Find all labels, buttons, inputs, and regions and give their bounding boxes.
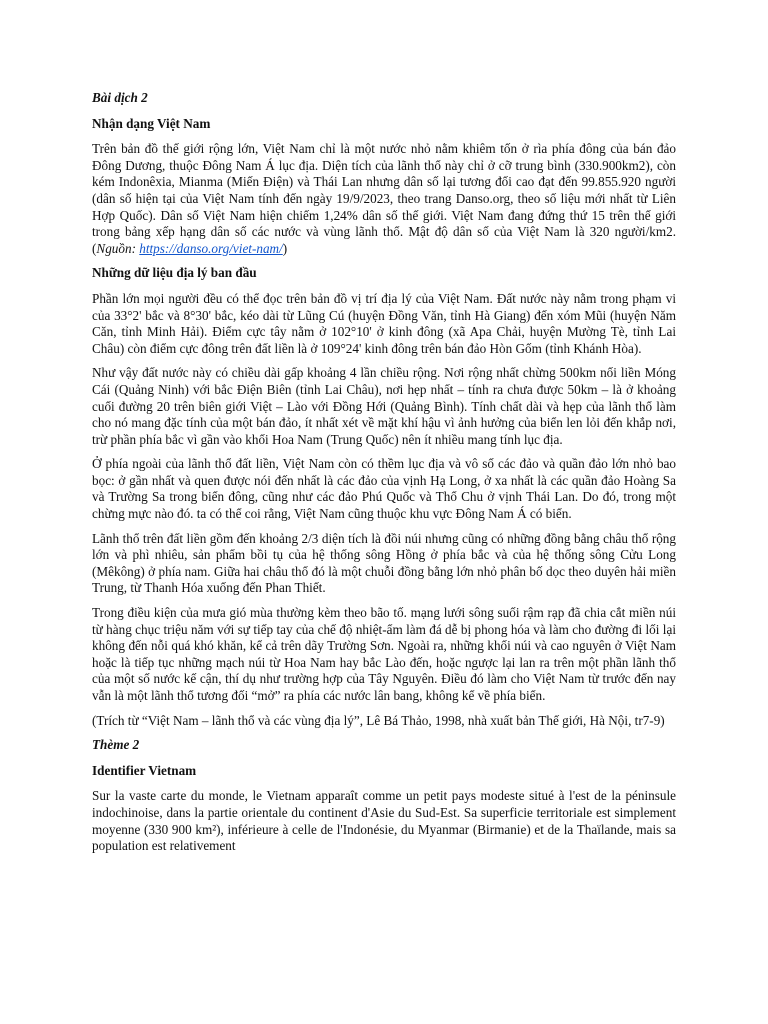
paragraph-citation: (Trích từ “Việt Nam – lãnh thổ và các vùng địa lý”, Lê Bá Thảo, 1998, nhà xuất bản Thế giới, Hà Nội, tr7-9)	[92, 712, 665, 728]
paragraph-terrain: Lãnh thổ trên đất liền gồm đến khoảng 2/3 diện tích là đồi núi nhưng cũng có những đồng bằng châu thổ rộng lớn và phì nhiêu, sản phẩm bồi tụ của hệ thống sông Hồng ở phía bắc và của hệ thống sông Cửu Long (Mêkông) ở phía nam. Giữa hai châu thổ đó là một chuỗi đồng bằng lớn nhỏ phân bố dọc theo duyên hải miền Trung, từ Thanh Hóa xuống đến Phan Thiết.	[92, 530, 676, 596]
section-title-theme-2: Thème 2	[92, 737, 140, 753]
paragraph-intro-text: Trên bản đồ thế giới rộng lớn, Việt Nam chỉ là một nước nhỏ nằm khiêm tốn ở rìa phía đông của bán đảo Đông Dương, thuộc Đông Nam Á lục địa. Diện tích của lãnh thổ này chỉ ở cỡ trung bình (330.900km2), còn kém Indonêxia, Mianma (Miến Điện) và Thái Lan nhưng dân số lại tương đối cao đạt đến 99.855.920 người (dân số hiện tại của Việt Nam tính đến ngày 19/9/2023, theo trang Danso.org, theo số liệu mới nhất từ Liên Hợp Quốc). Dân số Việt Nam hiện chiếm 1,24% dân số thế giới. Việt Nam đang đứng thứ 15 trên thế giới trong bảng xếp hạng dân số các nước và vùng lãnh thổ. Mật độ dân số của Việt Nam là 320 người/km2.	[92, 141, 676, 240]
paragraph-islands: Ở phía ngoài của lãnh thổ đất liền, Việt Nam còn có thềm lục địa và vô số các đảo và quần đảo lớn nhỏ bao bọc: ở gần nhất và quen được nói đến nhất là các đảo của vịnh Hạ Long, ở xa nhất là các quần đảo Hoàng Sa và Trường Sa trong biển đông, cũng như các đảo Phú Quốc và Thổ Chu ở vịnh Thái Lan. Do đó, trong một chừng mực nào đó. ta có thể coi rằng, Việt Nam cũng thuộc khu vực Đông Nam Á có biển.	[92, 456, 676, 522]
source-close-paren: )	[282, 240, 288, 256]
heading-identify-vietnam-vi: Nhận dạng Việt Nam	[92, 115, 211, 131]
source-link[interactable]: https://danso.org/viet-nam/	[139, 240, 283, 256]
heading-geographic-data: Những dữ liệu địa lý ban đầu	[92, 265, 257, 281]
paragraph-dimensions: Như vậy đất nước này có chiều dài gấp khoảng 4 lần chiều rộng. Nơi rộng nhất chừng 500km nối liền Móng Cái (Quảng Ninh) với bắc Điện Biên (tỉnh Lai Châu), nơi hẹp nhất – tính ra chưa được 50km – là ở khoảng cuối đường 20 trên biên giới Việt – Lào với Đồng Hới (Quảng Bình). Tính chất dài và hẹp của lãnh thổ làm cho nó mang đặc tính của một bán đảo, ít nhất xét về mặt khí hậu vì ảnh hưởng của biển len lỏi đến khắp nơi, trừ phần phía bắc vì gần vào khối Hoa Nam (Trung Quốc) nên ít nhiều mang tính lục địa.	[92, 365, 676, 447]
paragraph-climate-rivers: Trong điều kiện của mưa gió mùa thường kèm theo bão tố. mạng lưới sông suối rậm rạp đã chia cắt miền núi từ hàng chục triệu năm với sự tiếp tay của chế độ nhiệt-ẩm làm đá dễ bị phong hóa và làm cho đường đi lối lại không đến nỗi quá khó khăn, kể cả trên dãy Trường Sơn. Ngoài ra, những khối núi và cao nguyên ở Việt Nam hoặc là tiếp tục những mạch núi từ Hoa Nam hay bắc Lào đến, hoặc ngược lại lan ra trên một phần lãnh thổ của một số nước kế cận, thí dụ như trường hợp của Tây Nguyên. Điều đó làm cho Việt Nam từ trước đến nay vẫn là một lãnh thổ tương đối “mở” ra phía các nước lân bang, không kể về phía biển.	[92, 605, 676, 703]
source-label: Nguồn:	[96, 240, 140, 256]
heading-identify-vietnam-fr: Identifier Vietnam	[92, 762, 197, 778]
paragraph-intro-fr: Sur la vaste carte du monde, le Vietnam apparaît comme un petit pays modeste situé à l'est de la péninsule indochinoise, dans la partie orientale du continent d'Asie du Sud-Est. Sa superficie territoriale est simplement moyenne (330 900 km²), inférieure à celle de l'Indonésie, du Myanmar (Birmanie) et de la Thaïlande, mais sa population est relativement	[92, 788, 676, 854]
section-title-translation-2: Bài dịch 2	[92, 90, 148, 105]
paragraph-intro-vi	[92, 141, 676, 257]
paragraph-location: Phần lớn mọi người đều có thể đọc trên bản đồ vị trí địa lý của Việt Nam. Đất nước này nằm trong phạm vi của 33°2' bắc và 8°30' bắc, kéo dài từ Lũng Cú (huyện Đồng Văn, tỉnh Hà Giang) đến xóm Mũi (huyện Năm Căn, tỉnh Minh Hải). Điểm cực tây nằm ở 102°10' ở kinh đông (xã Apa Chải, huyện Mường Tè, tỉnh Lai Châu) còn điểm cực đông trên đất liền là ở 109°24' kinh đông trên bán đảo Hòn Gốm (tỉnh Khánh Hòa).	[92, 290, 676, 356]
source-open-paren: (	[92, 240, 97, 256]
